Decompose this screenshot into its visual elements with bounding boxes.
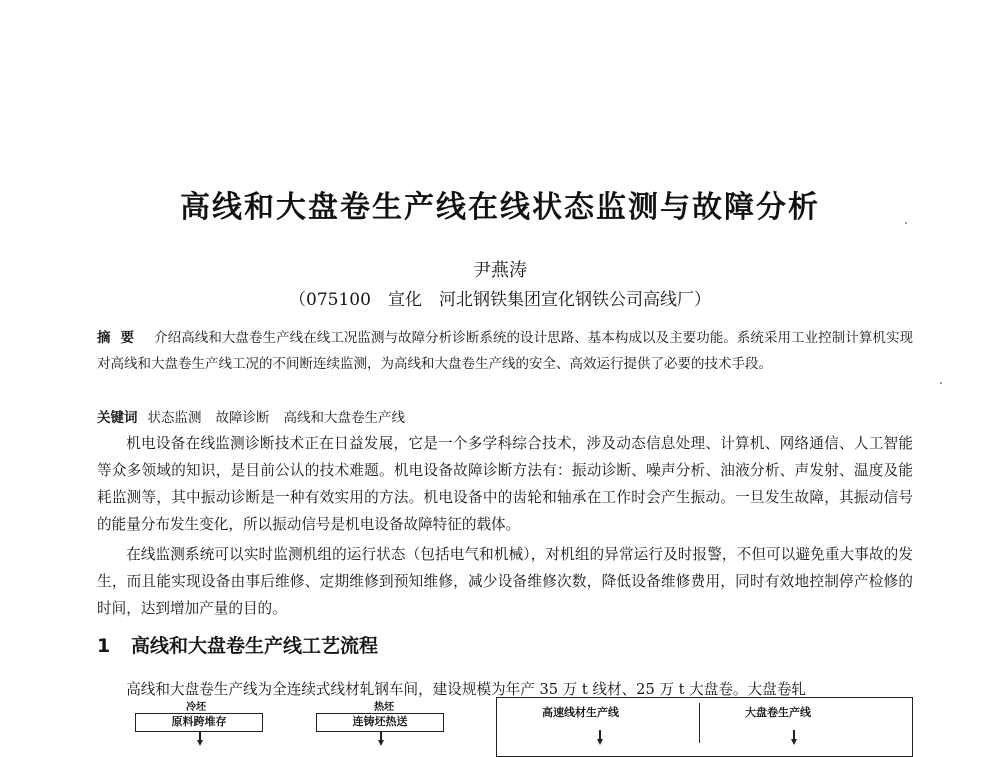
- flow-connector: [199, 732, 201, 740]
- paragraph-monitoring: 在线监测系统可以实时监测机组的运行状态（包括电气和机械），对机组的异常运行及时报警，不但可以避免重大事故的发生，而且能实现设备由事后维修、定期维修到预知维修，减少设备维修次数，降低设备维修费用，同时有效地控制停产检修的时间，达到增加产量的目的。: [97, 546, 913, 617]
- scan-speck: [940, 382, 942, 384]
- author-name: 尹燕涛: [473, 260, 527, 281]
- paper-title: 高线和大盘卷生产线在线状态监测与故障分析: [180, 190, 820, 225]
- keyword: 状态监测: [147, 410, 202, 426]
- paragraph-process: 高线和大盘卷生产线为全连续式线材轧钢车间，建设规模为年产 35 万 t 线材、25 万 t 大盘卷。大盘卷轧: [126, 681, 806, 698]
- paragraph-intro: 机电设备在线监测诊断技术正在日益发展，它是一个多学科综合技术，涉及动态信息处理、计算机、网络通信、人工智能等众多领域的知识，是目前公认的技术难题。机电设备故障诊断方法有：振动诊断、噪声分析、油液分析、声发射、温度及能耗监测等，其中振动诊断是一种有效实用的方法。机电设备中的齿轮和轴承在工作时会产生振动。一旦发生故障，其振动信号的能量分布发生变化，所以振动信号是机电设备故障特征的载体。: [97, 435, 913, 533]
- flow-box-raw-storage: 原料跨堆存: [135, 713, 263, 732]
- keyword: 故障诊断: [215, 410, 270, 426]
- flow-label-hot: 热坯: [374, 702, 394, 713]
- abstract-label: 摘要: [97, 330, 145, 346]
- abstract-text: 介绍高线和大盘卷生产线在线工况监测与故障分析诊断系统的设计思路、基本构成以及主要功能。系统采用工业控制计算机实现对高线和大盘卷生产线工况的不间断连续监测，为高线和大盘卷生产线的安全、高效运行提供了必要的技术手段。: [97, 330, 914, 372]
- flow-arrow: [197, 740, 203, 746]
- flow-box-hot-delivery: 连铸坯热送: [316, 713, 444, 732]
- keyword: 高线和大盘卷生产线: [283, 410, 405, 426]
- section-title: 高线和大盘卷生产线工艺流程: [131, 635, 379, 657]
- scan-speck: [905, 222, 907, 224]
- keywords-label: 关键词: [97, 410, 138, 426]
- flow-label-big-coil: 大盘卷生产线: [745, 706, 811, 719]
- flow-arrow: [597, 739, 603, 745]
- section-heading: [97, 631, 378, 658]
- flow-divider: [699, 703, 700, 743]
- keywords: [97, 405, 913, 431]
- author-affiliation: （075100 宣化 河北钢铁集团宣化钢铁公司高线厂）: [289, 290, 711, 310]
- abstract: [97, 325, 913, 377]
- flow-connector: [380, 732, 382, 740]
- flow-label-cold: 冷坯: [186, 702, 206, 713]
- section-number: 1: [97, 635, 111, 657]
- flow-arrow: [791, 739, 797, 745]
- flow-arrow: [378, 740, 384, 746]
- flow-label-high-speed: 高速线材生产线: [542, 706, 619, 719]
